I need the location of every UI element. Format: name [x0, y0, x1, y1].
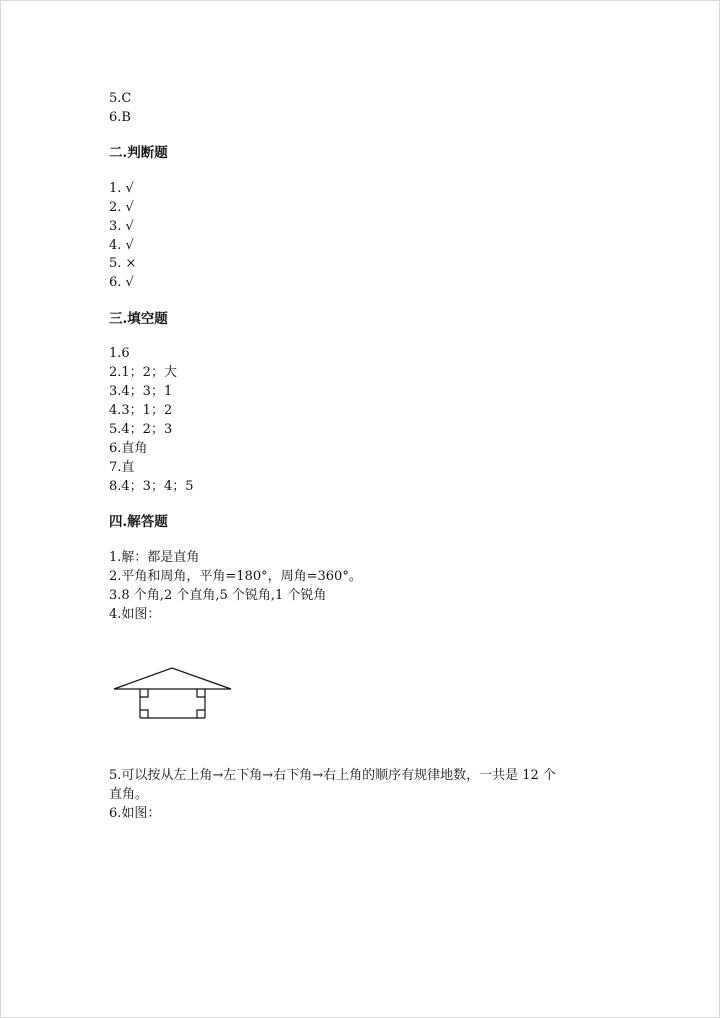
solution-answer-1: 1.解：都是直角 [109, 550, 200, 565]
solution-answer-5-line1: 5.可以按从左上角→左下角→右下角→右上角的顺序有规律地数，一共是 12 个 [109, 768, 556, 783]
solution-answer-2: 2.平角和周角，平角=180°，周角=360°。 [109, 569, 362, 584]
fill-answer-6: 6.直角 [109, 441, 148, 456]
house-right-angle-figure [109, 661, 239, 723]
judgement-answer-1: 1. √ [109, 181, 134, 196]
fill-answer-3: 3.4；3；1 [109, 384, 173, 399]
section-heading-judgement: 二.判断题 [109, 145, 168, 161]
figure-roof-triangle [114, 668, 231, 689]
solution-answer-5-line2: 直角。 [109, 787, 149, 802]
fill-answer-8: 8.4；3；4；5 [109, 479, 194, 494]
fill-answer-7: 7.直 [109, 460, 135, 475]
solution-answer-6-label: 6.如图： [109, 806, 161, 821]
figure-right-angle-mark-bottom-left [140, 710, 148, 718]
fill-answer-5: 5.4；2；3 [109, 422, 173, 437]
fill-answer-1: 1.6 [109, 346, 130, 361]
solution-answer-4-label: 4.如图： [109, 607, 161, 622]
answer-1-6: 6.B [109, 110, 131, 125]
judgement-answer-2: 2. √ [109, 200, 134, 215]
judgement-answer-3: 3. √ [109, 219, 134, 234]
figure-right-angle-mark-top-right [197, 689, 205, 697]
judgement-answer-5: 5. × [109, 256, 137, 271]
judgement-answer-6: 6. √ [109, 275, 134, 290]
figure-right-angle-mark-top-left [140, 689, 148, 697]
judgement-answer-4: 4. √ [109, 238, 134, 253]
solution-answer-3: 3.8 个角,2 个直角,5 个锐角,1 个锐角 [109, 588, 327, 603]
figure-right-angle-mark-bottom-right [197, 710, 205, 718]
section-heading-solutions: 四.解答题 [109, 514, 168, 530]
answer-1-5: 5.C [109, 91, 132, 106]
section-heading-fill-blank: 三.填空题 [109, 311, 168, 327]
fill-answer-2: 2.1；2；大 [109, 365, 177, 380]
fill-answer-4: 4.3；1；2 [109, 403, 173, 418]
